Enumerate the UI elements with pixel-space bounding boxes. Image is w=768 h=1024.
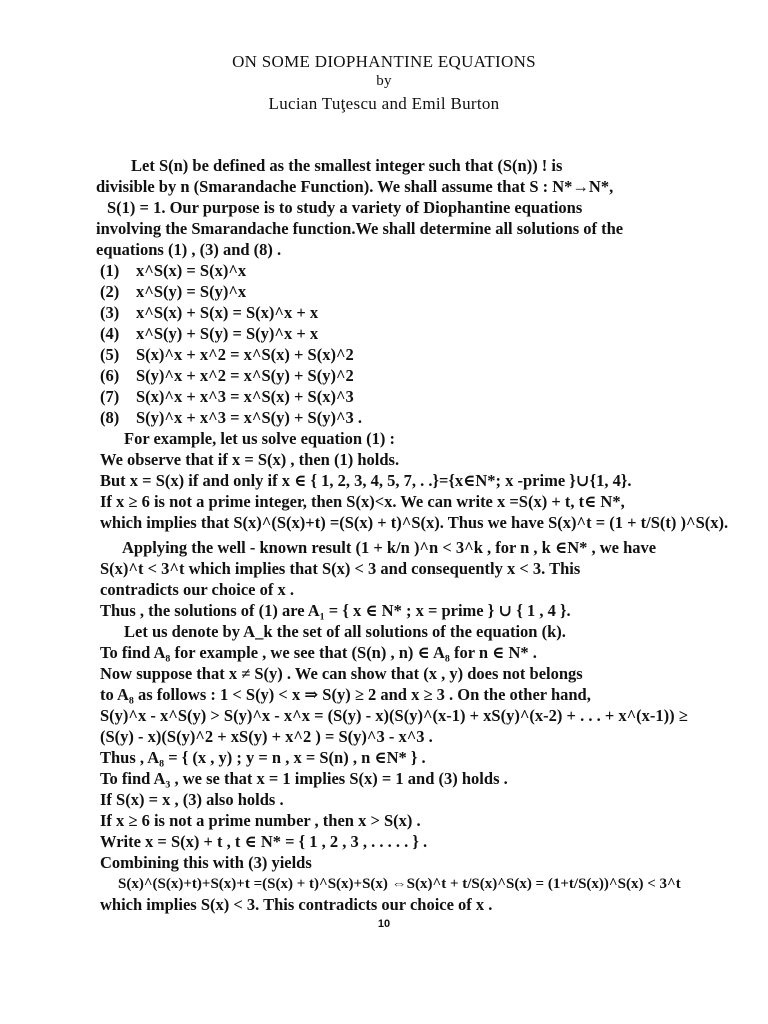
equation-label: (6)	[100, 366, 120, 385]
body-line: which implies S(x) < 3. This contradicts our choice of x .	[100, 895, 493, 914]
body-line: Let us denote by A_k the set of all solutions of the equation (k).	[124, 622, 566, 641]
body-line: If x ≥ 6 is not a prime integer, then S(x)<x. We can write x =S(x) + t, t∈ N*,	[100, 492, 625, 511]
equation-text: x^S(x) = S(x)^x	[136, 261, 247, 280]
body-line: to A₈ as follows : 1 < S(y) < x ⇒ S(y) ≥ 2 and x ≥ 3 . On the other hand,	[100, 685, 591, 704]
byline-by: by	[376, 73, 392, 89]
paper-title: ON SOME DIOPHANTINE EQUATIONS	[232, 52, 536, 71]
equation-2	[100, 282, 246, 302]
body-line: To find A₃ , we se that x = 1 implies S(x) = 1 and (3) holds .	[100, 769, 508, 788]
body-line: Applying the well - known result (1 + k/n )^n < 3^k , for n , k ∈N* , we have	[122, 538, 657, 557]
body-line: divisible by n (Smarandache Function). We shall assume that S : N*→N*,	[96, 177, 614, 196]
equation-text: x^S(x) + S(x) = S(x)^x + x	[136, 303, 319, 322]
equation-text: S(y)^x + x^2 = x^S(y) + S(y)^2	[136, 366, 354, 385]
equation-text: S(x)^x + x^3 = x^S(x) + S(x)^3	[136, 387, 354, 406]
equation-8	[100, 408, 362, 428]
equation-label: (4)	[100, 324, 120, 343]
authors: Lucian Tuţescu and Emil Burton	[268, 94, 500, 113]
body-line: For example, let us solve equation (1) :	[124, 429, 396, 448]
body-line: But x = S(x) if and only if x ∈ { 1, 2, 3, 4, 5, 7, . .}={x∈N*; x -prime }∪{1, 4}.	[100, 471, 632, 490]
body-line: Thus , A₈ = { (x , y) ; y = n , x = S(n) , n ∈N* } .	[100, 748, 426, 767]
equation-6	[100, 366, 354, 386]
body-line: contradicts our choice of x .	[100, 580, 294, 599]
body-line: Combining this with (3) yields	[100, 853, 312, 872]
body-line: S(1) = 1. Our purpose is to study a variety of Diophantine equations	[107, 198, 583, 217]
equation-label: (7)	[100, 387, 120, 406]
body-line: S(y)^x - x^S(y) > S(y)^x - x^x = (S(y) - x)(S(y)^(x-1) + xS(y)^(x-2) + . . . + x^(x-1)) ≥	[100, 706, 688, 725]
body-line: (S(y) - x)(S(y)^2 + xS(y) + x^2 ) = S(y)^3 - x^3 .	[100, 727, 433, 746]
equation-label: (5)	[100, 345, 120, 364]
equation-text: S(y)^x + x^3 = x^S(y) + S(y)^3 .	[136, 408, 363, 427]
equation-3	[100, 303, 318, 323]
body-line: S(x)^t < 3^t which implies that S(x) < 3 and consequently x < 3. This	[100, 559, 581, 578]
equation-label: (2)	[100, 282, 120, 301]
body-line: involving the Smarandache function.We shall determine all solutions of the	[96, 219, 624, 238]
equation-7	[100, 387, 354, 407]
body-line: Now suppose that x ≠ S(y) . We can show that (x , y) does not belongs	[100, 664, 583, 683]
body-line: We observe that if x = S(x) , then (1) holds.	[100, 450, 400, 469]
page-number: 10	[377, 918, 391, 930]
equation-text: x^S(y) + S(y) = S(y)^x + x	[136, 324, 319, 343]
body-line: To find A₈ for example , we see that (S(n) , n) ∈ A₈ for n ∈ N* .	[100, 643, 537, 662]
equation-label: (1)	[100, 261, 120, 280]
body-line: S(x)^(S(x)+t)+S(x)+t =(S(x) + t)^S(x)+S(x) ⇔S(x)^t + t/S(x)^S(x) = (1+t/S(x))^S(x) < 3^t	[118, 876, 681, 892]
body-line: which implies that S(x)^(S(x)+t) =(S(x) + t)^S(x). Thus we have S(x)^t = (1 + t/S(t) )^S(x).	[100, 513, 729, 532]
body-line: If x ≥ 6 is not a prime number , then x > S(x) .	[100, 811, 421, 830]
equation-text: S(x)^x + x^2 = x^S(x) + S(x)^2	[136, 345, 354, 364]
equation-text: x^S(y) = S(y)^x	[136, 282, 247, 301]
equation-label: (8)	[100, 408, 120, 427]
body-line: Thus , the solutions of (1) are A₁ = { x ∈ N* ; x = prime } ∪ { 1 , 4 }.	[100, 601, 571, 620]
body-line: Let S(n) be defined as the smallest integer such that (S(n)) ! is	[131, 156, 563, 175]
body-line: Write x = S(x) + t , t ∈ N* = { 1 , 2 , 3 , . . . . . } .	[100, 832, 428, 851]
body-line: equations (1) , (3) and (8) .	[96, 240, 282, 259]
equation-4	[100, 324, 318, 344]
equation-5	[100, 345, 354, 365]
body-line: If S(x) = x , (3) also holds .	[100, 790, 284, 809]
equation-1	[100, 261, 246, 281]
equation-label: (3)	[100, 303, 120, 322]
